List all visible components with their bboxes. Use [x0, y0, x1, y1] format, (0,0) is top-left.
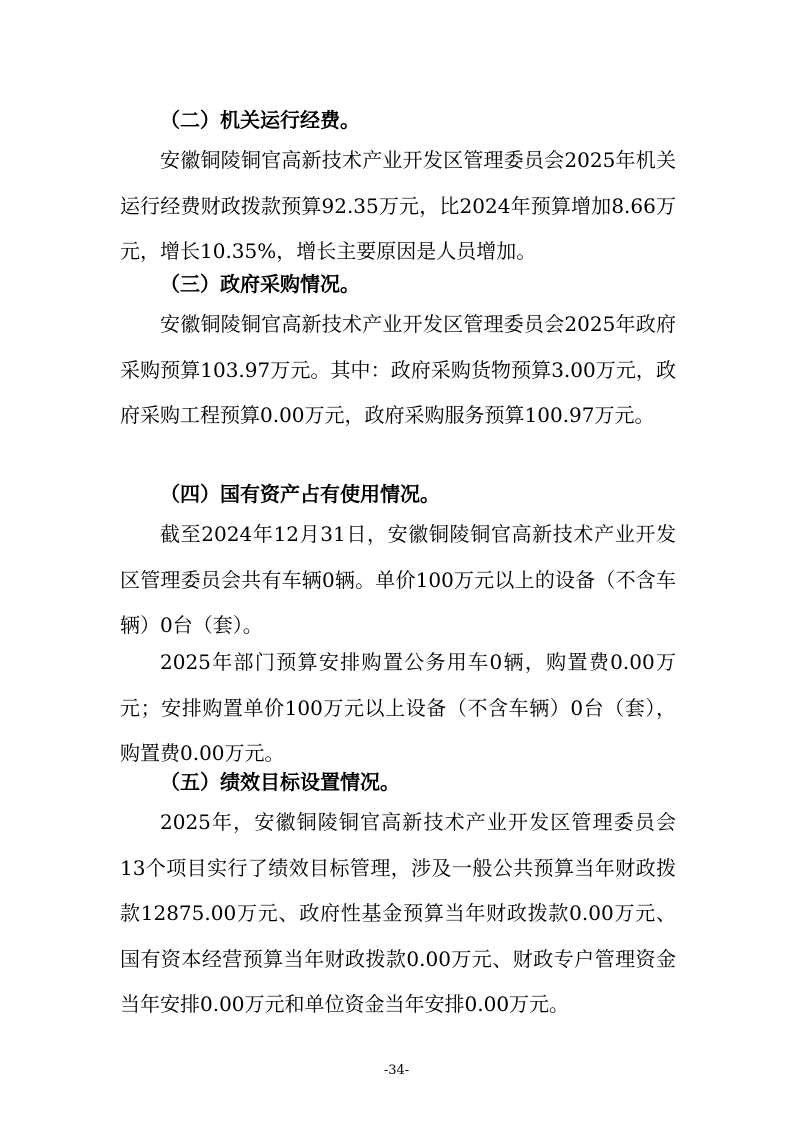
section-heading-5: （五）绩效目标设置情况。 [160, 770, 400, 794]
paragraph-government-procurement: 安徽铜陵铜官高新技术产业开发区管理委员会2025年政府采购预算103.97万元。其中：政府采购货物预算3.00万元，政府采购工程预算0.00万元，政府采购服务预算100.97万元。 [120, 312, 676, 427]
section-heading-3: （三）政府采购情况。 [160, 272, 360, 296]
paragraph-operating-expenses: 安徽铜陵铜官高新技术产业开发区管理委员会2025年机关运行经费财政拨款预算92.35万元，比2024年预算增加8.66万元，增长10.35%，增长主要原因是人员增加。 [120, 148, 676, 263]
paragraph-performance-targets: 2025年，安徽铜陵铜官高新技术产业开发区管理委员会13个项目实行了绩效目标管理，涉及一般公共预算当年财政拨款12875.00万元、政府性基金预算当年财政拨款0.00万元、国有资本经营预算当年财政拨款0.00万元、财政专户管理资金当年安排0.00万元和单位资金当年安排0.00万元。 [120, 810, 676, 1016]
paragraph-state-assets: 截至2024年12月31日，安徽铜陵铜官高新技术产业开发区管理委员会共有车辆0辆。单价100万元以上的设备（不含车辆）0台（套）。 [120, 522, 676, 637]
section-heading-2: （二）机关运行经费。 [160, 108, 360, 132]
page-number: -34- [383, 1063, 410, 1078]
paragraph-vehicle-purchase: 2025年部门预算安排购置公务用车0辆，购置费0.00万元；安排购置单价100万元以上设备（不含车辆）0台（套），购置费0.00万元。 [120, 650, 676, 765]
section-heading-4: （四）国有资产占有使用情况。 [160, 482, 440, 506]
